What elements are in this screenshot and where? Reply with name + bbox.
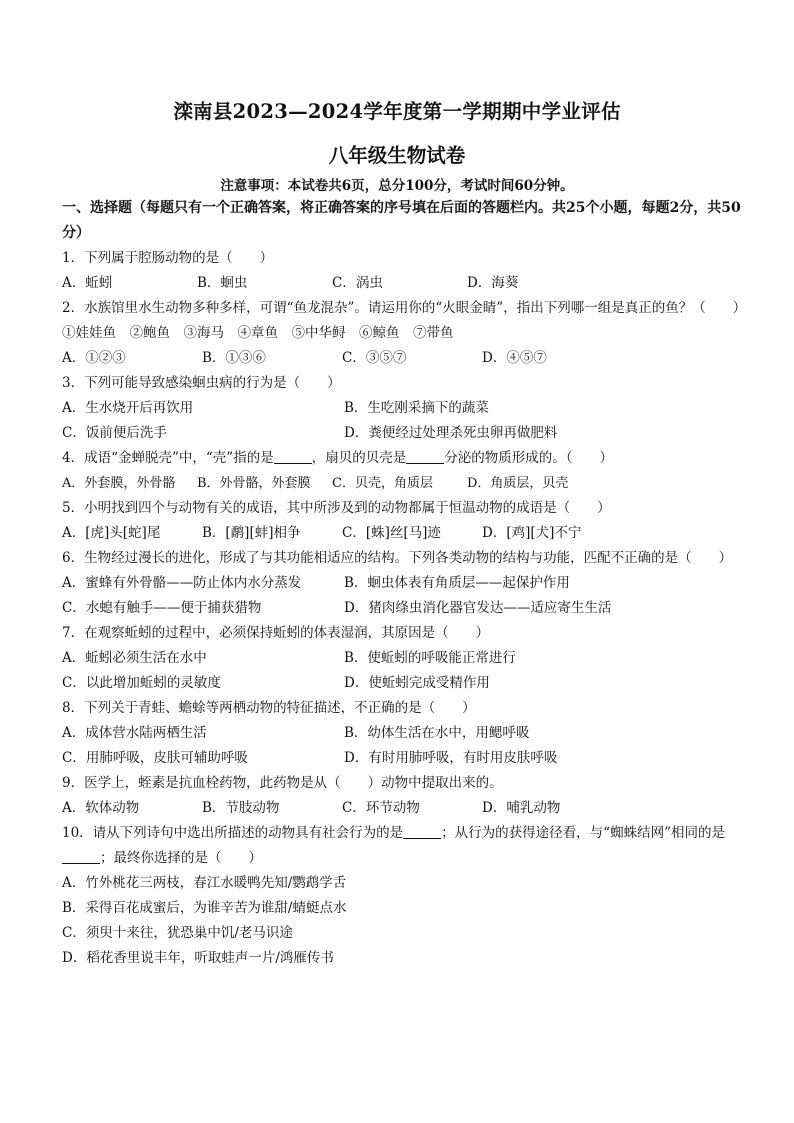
question-8-stem: 8．下列关于青蛙、蟾蜍等两栖动物的特征描述，不正确的是（ ） — [62, 700, 476, 716]
option-a: A．[虎]头[蛇]尾 — [62, 525, 161, 541]
exam-notice: 注意事项：本试卷共6页，总分100分，考试时间60分钟。 — [220, 178, 574, 194]
option-d: D．粪便经过处理杀死虫卵再做肥料 — [344, 425, 558, 441]
option-c: C．以此增加蚯蚓的灵敏度 — [62, 675, 221, 691]
option-b: B．节肢动物 — [202, 800, 280, 816]
option-b: B．蛔虫体表有角质层——起保护作用 — [344, 575, 570, 591]
option-a: A．外套膜，外骨骼 — [62, 476, 176, 491]
question-8-options-row2 — [62, 746, 742, 771]
option-a: A．生水烧开后再饮用 — [62, 400, 194, 416]
question-9-options — [62, 796, 742, 821]
section-heading: 一、选择题（每题只有一个正确答案，将正确答案的序号填在后面的答题栏内。共25个小题，每题2分，共50分） — [62, 200, 741, 241]
option-a: A．成体营水陆两栖生活 — [62, 725, 207, 741]
option-a: A．软体动物 — [62, 800, 140, 816]
option-b: B．外骨骼，外套膜 — [197, 476, 311, 491]
option-c: C．用肺呼吸，皮肤可辅助呼吸 — [62, 750, 248, 766]
question-10-option-a: A．竹外桃花三两枝，春江水暖鸭先知/鹦鹉学舌 — [62, 875, 347, 891]
question-3-options-row1 — [62, 396, 742, 421]
question-3-options-row2 — [62, 421, 742, 446]
question-3-stem: 3．下列可能导致感染蛔虫病的行为是（ ） — [62, 375, 341, 391]
exam-subtitle: 八年级生物试卷 — [328, 144, 466, 167]
answer-blank — [274, 449, 312, 464]
option-b: B．[鹬][蚌]相争 — [202, 525, 301, 541]
option-c: C．[蛛]丝[马]迹 — [342, 525, 441, 541]
option-a: A．蚯蚓必须生活在水中 — [62, 650, 207, 666]
question-5-options — [62, 521, 742, 546]
question-7-options-row2 — [62, 671, 742, 696]
option-b: B．幼体生活在水中，用鳃呼吸 — [344, 725, 530, 741]
option-c: C．③⑤⑦ — [342, 350, 407, 366]
question-7-stem: 7．在观察蚯蚓的过程中，必须保持蚯蚓的体表湿润，其原因是（ ） — [62, 625, 490, 641]
question-2-stem: 2．水族馆里水生动物多种多样，可谓“鱼龙混杂”。请运用你的“火眼金睛”，指出下列哪一组是真正的鱼？（ ） — [62, 300, 747, 316]
question-10-option-c: C．须臾十来往，犹恐巢中饥/老马识途 — [62, 925, 293, 941]
option-d: D．角质层，贝壳 — [467, 476, 569, 491]
option-d: D．使蚯蚓完成受精作用 — [344, 675, 490, 691]
option-b: B．①③⑥ — [202, 350, 266, 366]
question-9-stem: 9．医学上，蛭素是抗血栓药物，此药物是从（ ）动物中提取出来的。 — [62, 775, 503, 791]
option-a: A．蚯蚓 — [62, 275, 113, 291]
question-6-stem: 6．生物经过漫长的进化，形成了与其功能相适应的结构。下列各类动物的结构与功能，匹配不正确的是（ ） — [62, 550, 733, 566]
question-1-stem: 1．下列属于腔肠动物的是（ ） — [62, 250, 274, 266]
question-5-stem: 5．小明找到四个与动物有关的成语，其中所涉及到的动物都属于恒温动物的成语是（ ） — [62, 500, 611, 516]
option-b: B．生吃刚采摘下的蔬菜 — [344, 400, 489, 416]
question-8-options-row1 — [62, 721, 742, 746]
question-6-options-row1 — [62, 571, 742, 596]
option-c: C．水螅有触手——便于捕获猎物 — [62, 600, 262, 616]
option-d: D．有时用肺呼吸，有时用皮肤呼吸 — [344, 750, 558, 766]
option-a: A．①②③ — [62, 350, 126, 366]
option-d: D．猪肉绦虫消化器官发达——适应寄生生活 — [344, 600, 612, 616]
question-6-options-row2 — [62, 596, 742, 621]
answer-blank — [62, 849, 100, 864]
answer-blank — [406, 449, 444, 464]
question-4-options — [62, 471, 742, 496]
option-c: C．环节动物 — [342, 800, 420, 816]
option-d: D．海葵 — [467, 275, 519, 291]
question-2-options — [62, 346, 742, 371]
option-d: D．[鸡][犬]不宁 — [482, 525, 582, 541]
option-d: D．④⑤⑦ — [482, 350, 547, 366]
option-d: D．哺乳动物 — [482, 800, 561, 816]
question-10-stem: 10．请从下列诗句中选出所描述的动物具有社会行为的是 ；从行为的获得途径看，与“蜘蛛结网”相同的是；最终你选择的是（ ） — [62, 825, 725, 866]
question-1-options — [62, 271, 742, 296]
question-7-options-row1 — [62, 646, 742, 671]
question-4-stem: 4．成语“金蝉脱壳”中，“壳”指的是 ，扇贝的贝壳是 分泌的物质形成的。（ ） — [62, 450, 613, 466]
exam-title: 滦南县2023—2024学年度第一学期期中学业评估 — [173, 100, 621, 123]
question-2-items: ①娃娃鱼 ②鲍鱼 ③海马 ④章鱼 ⑤中华鲟 ⑥鲸鱼 ⑦带鱼 — [62, 325, 454, 341]
option-c: C．贝壳，角质层 — [332, 476, 433, 491]
question-10-option-d: D．稻花香里说丰年，听取蛙声一片/鸿雁传书 — [62, 950, 334, 966]
option-c: C．涡虫 — [332, 275, 383, 291]
question-list — [62, 196, 747, 971]
option-c: C．饭前便后洗手 — [62, 425, 167, 441]
answer-blank — [403, 824, 441, 839]
question-10-option-b: B．采得百花成蜜后，为谁辛苦为谁甜/蜻蜓点水 — [62, 900, 347, 916]
option-b: B．使蚯蚓的呼吸能正常进行 — [344, 650, 516, 666]
option-a: A．蜜蜂有外骨骼——防止体内水分蒸发 — [62, 575, 302, 591]
option-b: B．蛔虫 — [197, 275, 248, 291]
